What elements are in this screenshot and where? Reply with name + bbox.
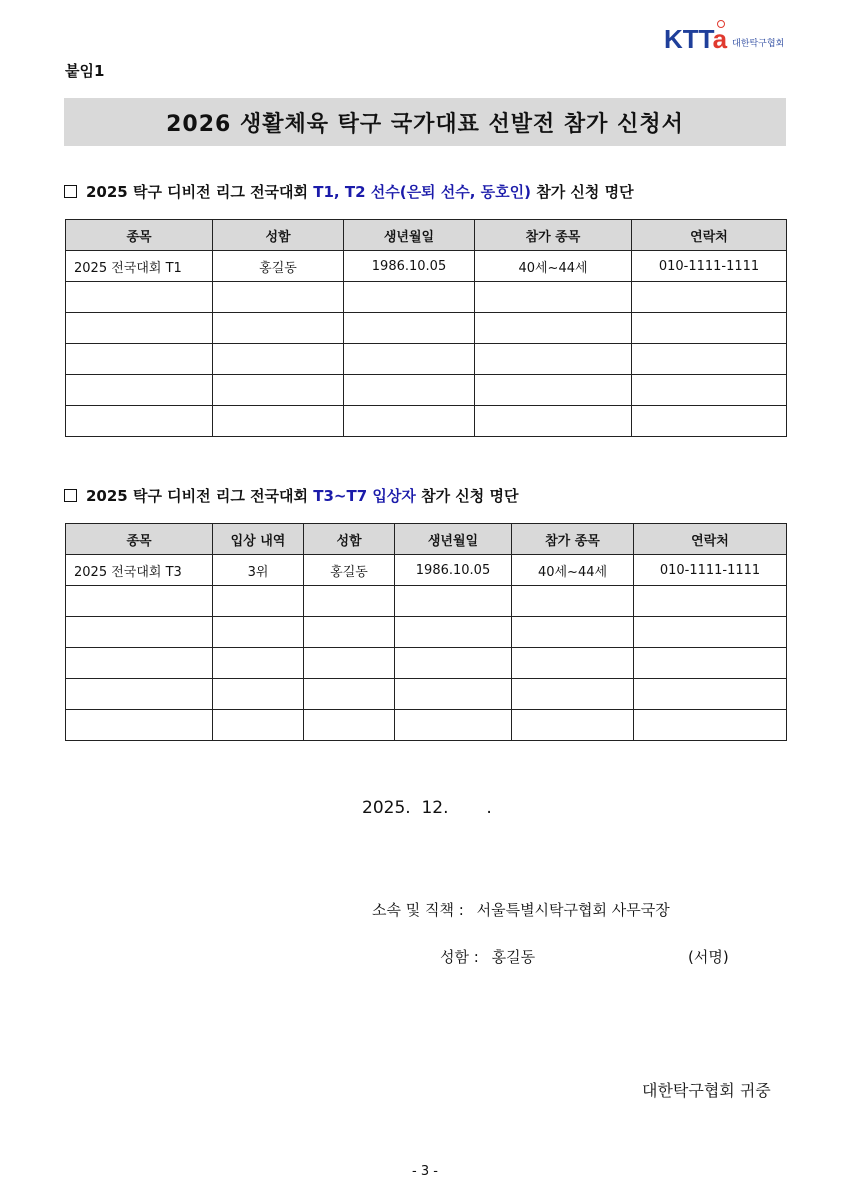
table-cell[interactable] [304,586,395,617]
column-header: 참가 종목 [475,220,632,251]
page-number: - 3 - [412,1164,438,1179]
table-cell[interactable] [634,617,787,648]
table-cell[interactable] [213,679,304,710]
signature-placeholder: (서명) [688,948,729,966]
logo-org-name: 대한탁구협회 [732,39,785,49]
table-cell[interactable] [66,586,213,617]
column-header: 참가 종목 [512,524,634,555]
affiliation-value: 서울특별시탁구협회 사무국장 [476,901,670,919]
column-header: 종목 [66,220,213,251]
table-cell[interactable]: 홍길동 [213,251,344,282]
table-cell[interactable] [213,375,344,406]
table-cell[interactable] [475,313,632,344]
table-cell[interactable] [304,617,395,648]
table-cell[interactable] [344,344,475,375]
table-row [66,617,787,648]
table-cell[interactable] [213,586,304,617]
table-cell[interactable] [475,375,632,406]
section2-table [65,523,787,741]
column-header: 입상 내역 [213,524,304,555]
table-row [66,406,787,437]
table-cell[interactable] [395,679,512,710]
table-cell[interactable] [66,648,213,679]
table-cell[interactable]: 2025 전국대회 T3 [66,555,213,586]
name-line [440,946,729,967]
table-cell[interactable]: 010-1111-1111 [634,555,787,586]
column-header: 종목 [66,524,213,555]
table-cell[interactable] [213,313,344,344]
table-cell[interactable] [634,586,787,617]
table-cell[interactable] [634,710,787,741]
table-cell[interactable] [66,344,213,375]
table-cell[interactable] [632,375,787,406]
table-cell[interactable] [632,282,787,313]
table-cell[interactable] [66,406,213,437]
table-cell[interactable] [66,313,213,344]
affiliation-label: 소속 및 직책 : [372,901,464,919]
column-header: 연락처 [634,524,787,555]
table-cell[interactable] [512,710,634,741]
table-cell[interactable] [634,648,787,679]
table-cell[interactable] [304,648,395,679]
table-cell[interactable] [213,648,304,679]
ktta-logo [664,24,784,52]
table-row [66,344,787,375]
table-cell[interactable] [66,375,213,406]
table-cell[interactable] [395,648,512,679]
table-cell[interactable] [475,344,632,375]
table-cell[interactable] [395,710,512,741]
table-cell[interactable] [475,282,632,313]
table-cell[interactable] [213,406,344,437]
table-row [66,313,787,344]
table-cell[interactable]: 40세~44세 [475,251,632,282]
table-cell[interactable] [475,406,632,437]
table-cell[interactable] [395,617,512,648]
table-cell[interactable] [632,344,787,375]
table-cell[interactable]: 40세~44세 [512,555,634,586]
table-row [66,282,787,313]
checkbox-square-icon [64,185,77,198]
table-cell[interactable] [344,375,475,406]
attachment-label: 붙임1 [65,62,105,80]
table-cell[interactable]: 2025 전국대회 T1 [66,251,213,282]
page-title: 2026 생활체육 탁구 국가대표 선발전 참가 신청서 [166,111,684,137]
table-row [66,251,787,282]
logo-mark: KTTa [664,26,727,52]
table-row [66,586,787,617]
table-row [66,710,787,741]
table-cell[interactable] [632,313,787,344]
table-cell[interactable] [213,344,344,375]
table-cell[interactable]: 1986.10.05 [344,251,475,282]
table-cell[interactable] [304,679,395,710]
section1-heading: 2025 탁구 디비전 리그 전국대회 T1, T2 선수(은퇴 선수, 동호인) 참가 신청 명단 [64,181,634,202]
table-row [66,555,787,586]
table-cell[interactable] [634,679,787,710]
name-label: 성함 : [440,948,479,966]
table-cell[interactable] [66,679,213,710]
name-value: 홍길동 [491,948,536,966]
table-cell[interactable] [512,586,634,617]
table-cell[interactable] [66,710,213,741]
affiliation-line [372,899,670,920]
table-cell[interactable]: 1986.10.05 [395,555,512,586]
table-cell[interactable] [512,617,634,648]
table-row [66,648,787,679]
addressee: 대한탁구협회 귀중 [642,1081,771,1100]
table-cell[interactable] [344,282,475,313]
table-cell[interactable] [66,617,213,648]
section2-heading: 2025 탁구 디비전 리그 전국대회 T3~T7 입상자 참가 신청 명단 [64,485,518,506]
table-cell[interactable] [344,313,475,344]
table-cell[interactable] [304,710,395,741]
column-header: 연락처 [632,220,787,251]
table-cell[interactable] [512,648,634,679]
column-header: 성함 [213,220,344,251]
section1-table [65,219,787,437]
column-header: 생년월일 [344,220,475,251]
column-header: 성함 [304,524,395,555]
table-row [66,375,787,406]
table-cell[interactable] [632,406,787,437]
table-cell[interactable] [66,282,213,313]
table-cell[interactable] [395,586,512,617]
column-header: 생년월일 [395,524,512,555]
title-banner [64,98,786,146]
table-cell[interactable] [344,406,475,437]
table-cell[interactable] [213,282,344,313]
table-cell[interactable] [512,679,634,710]
table-cell[interactable] [213,710,304,741]
table-cell[interactable]: 010-1111-1111 [632,251,787,282]
table-cell[interactable]: 3위 [213,555,304,586]
table-cell[interactable]: 홍길동 [304,555,395,586]
document-date: 2025. 12. . [362,798,492,818]
table-cell[interactable] [213,617,304,648]
checkbox-square-icon [64,489,77,502]
table-row [66,679,787,710]
